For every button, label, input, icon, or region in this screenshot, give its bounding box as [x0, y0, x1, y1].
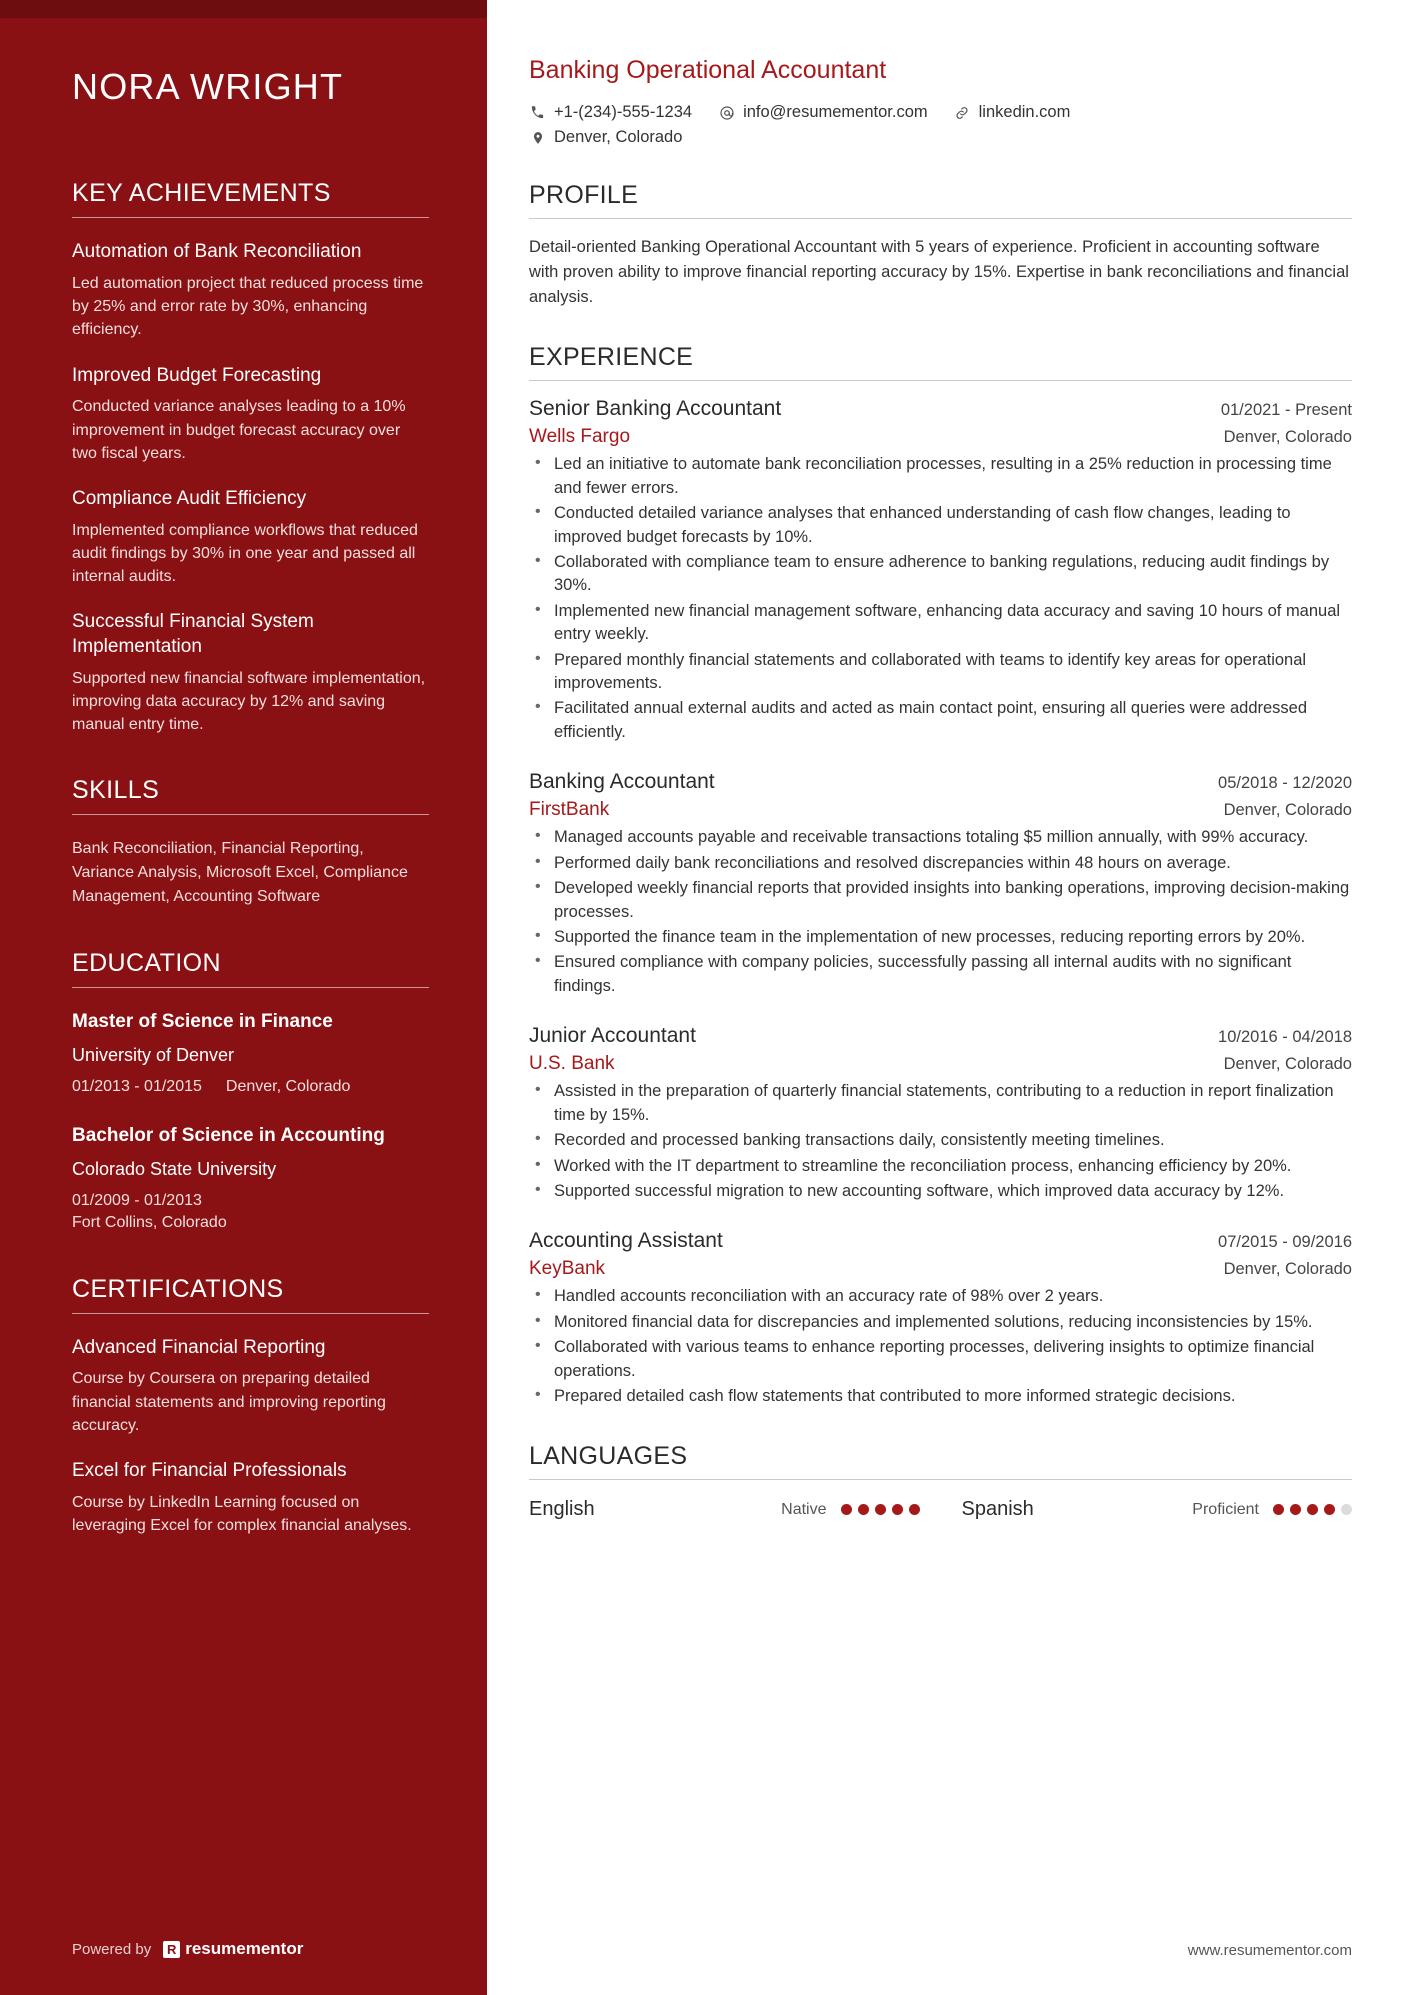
education-meta — [72, 1076, 429, 1098]
section-title-profile: PROFILE — [529, 181, 1352, 219]
rating-dot — [1307, 1504, 1318, 1515]
achievement-item — [72, 240, 429, 341]
achievement-title: Successful Financial System Implementation — [72, 611, 314, 657]
experience-subheader — [529, 799, 1352, 821]
section-profile — [529, 181, 1352, 309]
certification-description: Course by LinkedIn Learning focused on leveraging Excel for complex financial analyses. — [72, 1493, 412, 1534]
experience-bullet: • Collaborated with various teams to enhance reporting processes, delivering insights to optimize financial operations. — [529, 1336, 1352, 1383]
map-pin-icon — [529, 129, 546, 146]
experience-bullet: • Monitored financial data for discrepancies and implemented solutions, reducing inconsistencies by 15%. — [529, 1311, 1352, 1334]
experience-bullet: • Facilitated annual external audits and acted as main contact point, ensuring all queries were addressed efficiently. — [529, 697, 1352, 744]
skills-list: Bank Reconciliation, Financial Reporting, Variance Analysis, Microsoft Excel, Compliance Management, Accounting Software — [72, 840, 408, 906]
language-name: English — [529, 1498, 595, 1521]
experience-bullets — [529, 1080, 1352, 1203]
experience-role: Accounting Assistant — [529, 1229, 723, 1253]
contact-row-secondary — [529, 128, 1352, 147]
sidebar-accent-bar — [0, 0, 487, 18]
language-level: Native — [781, 1500, 827, 1518]
experience-bullet: • Supported the finance team in the implementation of new processes, reducing reporting errors by 20%. — [529, 926, 1352, 949]
rating-dot — [1290, 1504, 1301, 1515]
experience-bullet: • Implemented new financial management software, enhancing data accuracy and saving 10 hours of manual entry weekly. — [529, 600, 1352, 647]
email-icon — [718, 104, 735, 121]
education-item — [72, 1124, 429, 1234]
education-location: Fort Collins, Colorado — [72, 1214, 227, 1232]
experience-bullet: • Ensured compliance with company policies, successfully passing all internal audits with no significant findings. — [529, 951, 1352, 998]
section-certifications — [72, 1275, 429, 1537]
contact-phone — [529, 103, 692, 122]
experience-subheader — [529, 1053, 1352, 1075]
section-title-experience: EXPERIENCE — [529, 343, 1352, 381]
rating-dot — [875, 1504, 886, 1515]
brand-name: resumementor — [185, 1939, 304, 1958]
education-location: Denver, Colorado — [225, 1077, 351, 1095]
experience-entry — [529, 1024, 1352, 1203]
experience-bullet: • Supported successful migration to new accounting software, which improved data accuracy by 12%. — [529, 1180, 1352, 1203]
experience-dates: 07/2015 - 09/2016 — [1218, 1233, 1352, 1252]
section-languages — [529, 1442, 1352, 1521]
experience-location: Denver, Colorado — [1223, 801, 1352, 820]
experience-company: FirstBank — [529, 799, 610, 821]
section-key-achievements — [72, 179, 429, 736]
achievement-title: Compliance Audit Efficiency — [72, 487, 307, 509]
experience-entry — [529, 397, 1352, 744]
experience-dates: 01/2021 - Present — [1220, 401, 1352, 420]
section-title-languages: LANGUAGES — [529, 1442, 1352, 1480]
experience-header — [529, 1024, 1352, 1048]
powered-by-label: Powered by — [72, 1940, 152, 1958]
languages-row — [529, 1498, 1352, 1521]
achievement-item — [72, 364, 429, 465]
achievement-description: Implemented compliance workflows that reduced audit findings by 30% in one year and passed all internal audits. — [72, 521, 418, 585]
education-meta — [72, 1190, 429, 1235]
language-rating-dots — [1273, 1504, 1352, 1515]
language-item — [529, 1498, 920, 1521]
rating-dot — [892, 1504, 903, 1515]
candidate-name: NORA WRIGHT — [72, 66, 344, 107]
achievement-description: Supported new financial software implementation, improving data accuracy by 12% and saving manual entry time. — [72, 669, 426, 733]
rating-dot — [909, 1504, 920, 1515]
section-title-achievements: KEY ACHIEVEMENTS — [72, 179, 429, 218]
experience-bullet: • Prepared monthly financial statements and collaborated with teams to identify key areas for operational improvements. — [529, 649, 1352, 696]
experience-location: Denver, Colorado — [1223, 1260, 1352, 1279]
education-item — [72, 1010, 429, 1098]
language-rating-dots — [841, 1504, 920, 1515]
contact-linkedin-value[interactable]: linkedin.com — [978, 103, 1071, 121]
profile-text: Detail-oriented Banking Operational Accountant with 5 years of experience. Proficient in accounting software with proven ability to improve financial reporting accuracy by 15%. Expertise in bank reconciliations and financial analysis. — [529, 238, 1349, 306]
education-degree: Bachelor of Science in Accounting — [72, 1125, 385, 1147]
experience-entry — [529, 770, 1352, 998]
contact-location-value: Denver, Colorado — [554, 128, 683, 146]
rating-dot-empty — [1341, 1504, 1352, 1515]
experience-entry — [529, 1229, 1352, 1408]
education-school: University of Denver — [72, 1044, 235, 1065]
education-dates: 01/2013 - 01/2015 — [72, 1077, 202, 1095]
education-school: Colorado State University — [72, 1158, 277, 1179]
experience-bullet: • Handled accounts reconciliation with an accuracy rate of 98% over 2 years. — [529, 1285, 1352, 1308]
education-dates: 01/2009 - 01/2013 — [72, 1191, 202, 1209]
experience-location: Denver, Colorado — [1223, 428, 1352, 447]
brand-logo — [163, 1939, 303, 1959]
experience-dates: 10/2016 - 04/2018 — [1218, 1028, 1352, 1047]
section-education — [72, 949, 429, 1235]
footer-website: www.resumementor.com — [1187, 1942, 1352, 1959]
rating-dot — [858, 1504, 869, 1515]
experience-role: Banking Accountant — [529, 770, 715, 794]
experience-bullet: • Prepared detailed cash flow statements that contributed to more informed strategic decisions. — [529, 1385, 1352, 1408]
experience-bullet: • Worked with the IT department to streamline the reconciliation process, enhancing efficiency by 20%. — [529, 1155, 1352, 1178]
section-skills — [72, 776, 429, 909]
achievement-item — [72, 487, 429, 588]
achievement-description: Led automation project that reduced process time by 25% and error rate by 30%, enhancing efficiency. — [72, 275, 424, 339]
experience-bullet: • Managed accounts payable and receivable transactions totaling $5 million annually, with 99% accuracy. — [529, 826, 1352, 849]
experience-bullet: • Developed weekly financial reports that provided insights into banking operations, improving decision-making processes. — [529, 877, 1352, 924]
experience-subheader — [529, 1258, 1352, 1280]
section-title-skills: SKILLS — [72, 776, 429, 815]
contact-location — [529, 128, 682, 147]
experience-header — [529, 1229, 1352, 1253]
experience-bullets — [529, 453, 1352, 744]
certification-item — [72, 1459, 429, 1537]
experience-role: Junior Accountant — [529, 1024, 696, 1048]
certification-item — [72, 1336, 429, 1437]
certification-title: Advanced Financial Reporting — [72, 1336, 326, 1358]
section-experience — [529, 343, 1352, 1408]
experience-role: Senior Banking Accountant — [529, 397, 782, 421]
achievement-title: Improved Budget Forecasting — [72, 364, 322, 386]
education-degree: Master of Science in Finance — [72, 1011, 333, 1033]
experience-header — [529, 397, 1352, 421]
achievement-title: Automation of Bank Reconciliation — [72, 241, 362, 263]
section-title-education: EDUCATION — [72, 949, 429, 988]
experience-bullet: • Collaborated with compliance team to ensure adherence to banking regulations, reducing audit findings by 30%. — [529, 551, 1352, 598]
contact-row-primary — [529, 103, 1352, 122]
contact-email — [718, 103, 928, 122]
certification-title: Excel for Financial Professionals — [72, 1459, 347, 1481]
contact-linkedin — [954, 103, 1071, 122]
rating-dot — [1324, 1504, 1335, 1515]
certification-description: Course by Coursera on preparing detailed financial statements and improving reporting accuracy. — [72, 1370, 386, 1434]
experience-location: Denver, Colorado — [1223, 1055, 1352, 1074]
brand-mark-icon: R — [163, 1941, 180, 1958]
contact-phone-value: +1-(234)-555-1234 — [554, 103, 693, 121]
experience-header — [529, 770, 1352, 794]
achievement-description: Conducted variance analyses leading to a 10% improvement in budget forecast accuracy over two fiscal years. — [72, 398, 406, 462]
language-name: Spanish — [961, 1498, 1034, 1521]
contact-email-value[interactable]: info@resumementor.com — [743, 103, 928, 121]
phone-icon — [529, 104, 546, 121]
experience-bullet: • Led an initiative to automate bank reconciliation processes, resulting in a 25% reduction in processing time and fewer errors. — [529, 453, 1352, 500]
section-title-certifications: CERTIFICATIONS — [72, 1275, 429, 1314]
experience-bullets — [529, 826, 1352, 998]
experience-bullet: • Performed daily bank reconciliations and resolved discrepancies within 48 hours on average. — [529, 852, 1352, 875]
experience-bullet: • Recorded and processed banking transactions daily, consistently meeting timelines. — [529, 1129, 1352, 1152]
language-item — [962, 1498, 1353, 1521]
rating-dot — [1273, 1504, 1284, 1515]
experience-dates: 05/2018 - 12/2020 — [1218, 774, 1352, 793]
main-content — [487, 0, 1410, 1995]
experience-subheader — [529, 426, 1352, 448]
headline-job-title: Banking Operational Accountant — [529, 56, 887, 84]
link-icon — [954, 104, 971, 121]
sidebar — [0, 0, 487, 1995]
experience-bullet: • Assisted in the preparation of quarterly financial statements, contributing to a reduction in report finalization time by 15%. — [529, 1080, 1352, 1127]
achievement-item — [72, 610, 429, 736]
experience-company: U.S. Bank — [529, 1053, 615, 1075]
experience-company: KeyBank — [529, 1258, 606, 1280]
experience-bullet: • Conducted detailed variance analyses that enhanced understanding of cash flow changes, leading to improved budget forecasts by 10%. — [529, 502, 1352, 549]
experience-company: Wells Fargo — [529, 426, 631, 448]
experience-bullets — [529, 1285, 1352, 1408]
sidebar-footer — [72, 1939, 303, 1959]
rating-dot — [841, 1504, 852, 1515]
language-level: Proficient — [1192, 1500, 1259, 1518]
